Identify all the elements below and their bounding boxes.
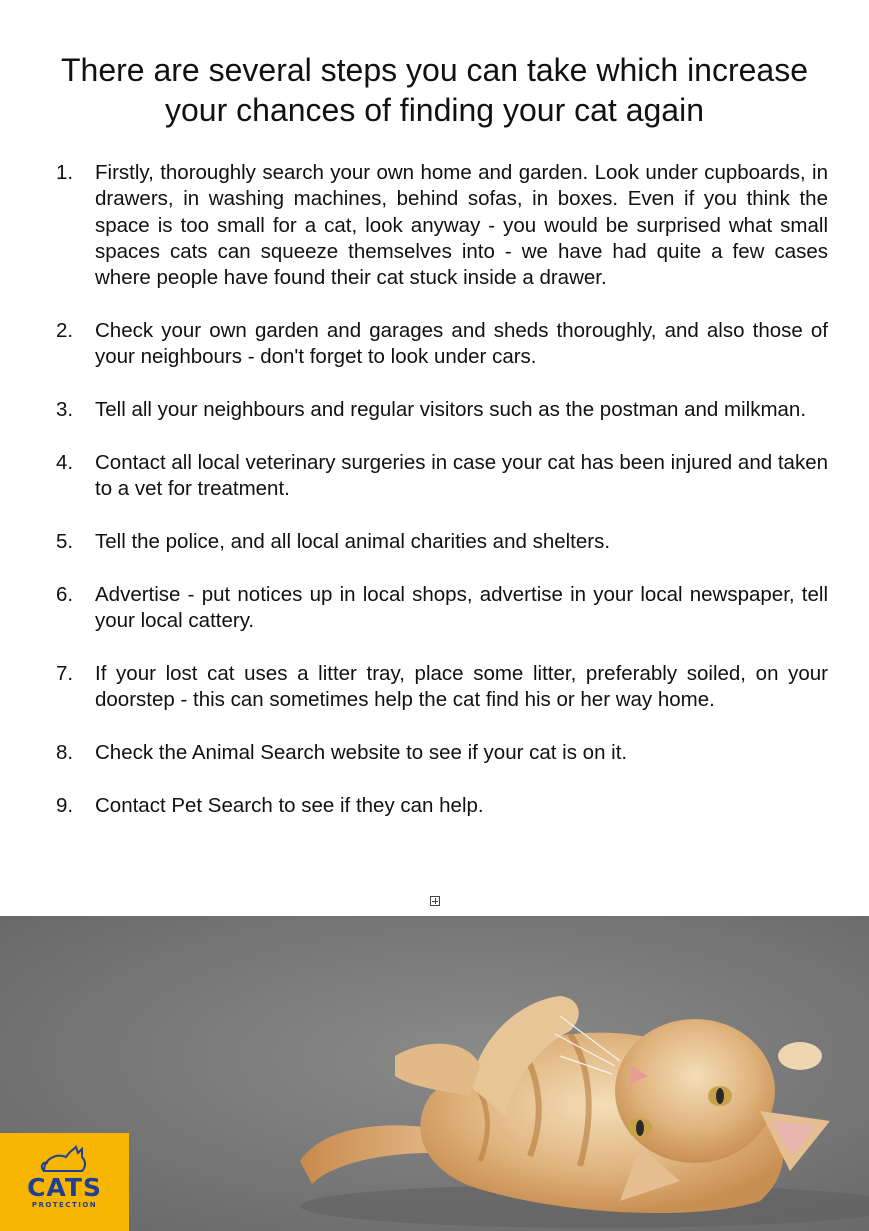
list-item	[56, 740, 828, 766]
cat-illustration	[0, 916, 869, 1231]
step-text: Advertise - put notices up in local shops, advertise in your local newspaper, tell your local cattery.	[95, 582, 828, 633]
list-item	[56, 582, 828, 635]
list-item	[56, 793, 828, 819]
step-text: Check your own garden and garages and sheds thoroughly, and also those of your neighbours - don't forget to look under cars.	[95, 318, 828, 369]
object-anchor-handle[interactable]	[430, 896, 440, 906]
step-number: 2.	[56, 318, 74, 342]
steps-list	[56, 160, 828, 846]
step-number: 4.	[56, 450, 74, 474]
list-item	[56, 661, 828, 714]
step-text: Tell the police, and all local animal charities and shelters.	[95, 529, 611, 553]
step-number: 5.	[56, 529, 74, 553]
step-text: Contact all local veterinary surgeries in case your cat has been injured and taken to a vet for treatment.	[95, 450, 828, 501]
list-item	[56, 160, 828, 291]
cat-photo	[0, 916, 869, 1231]
step-text: Check the Animal Search website to see if your cat is on it.	[95, 740, 628, 764]
cat-silhouette-icon	[40, 1145, 90, 1175]
step-text: Tell all your neighbours and regular visitors such as the postman and milkman.	[95, 398, 807, 422]
step-number: 7.	[56, 661, 74, 685]
list-item	[56, 529, 828, 555]
step-number: 9.	[56, 793, 74, 817]
list-item	[56, 450, 828, 503]
list-item	[56, 397, 828, 423]
page-title: There are several steps you can take which increase your chances of finding your cat again	[60, 52, 809, 128]
step-text: Contact Pet Search to see if they can help.	[95, 793, 484, 817]
logo-wordmark: CATS	[27, 1173, 102, 1202]
cats-protection-logo	[0, 1133, 129, 1231]
step-text: Firstly, thoroughly search your own home and garden. Look under cupboards, in drawers, in washing machines, behind sofas, in boxes. Even if you think the space is too small for a cat, look anyway - you would be surprised what small spaces cats can squeeze themselves into - we have had quite a few cases where people have found their cat stuck inside a drawer.	[95, 161, 828, 290]
step-number: 8.	[56, 740, 74, 764]
step-number: 6.	[56, 582, 74, 606]
step-number: 1.	[56, 161, 74, 184]
list-item	[56, 318, 828, 371]
step-number: 3.	[56, 398, 74, 422]
step-text: If your lost cat uses a litter tray, place some litter, preferably soiled, on your doorstep - this can sometimes help the cat find his or her way home.	[95, 661, 828, 712]
logo-subtitle: PROTECTION	[31, 1201, 98, 1209]
